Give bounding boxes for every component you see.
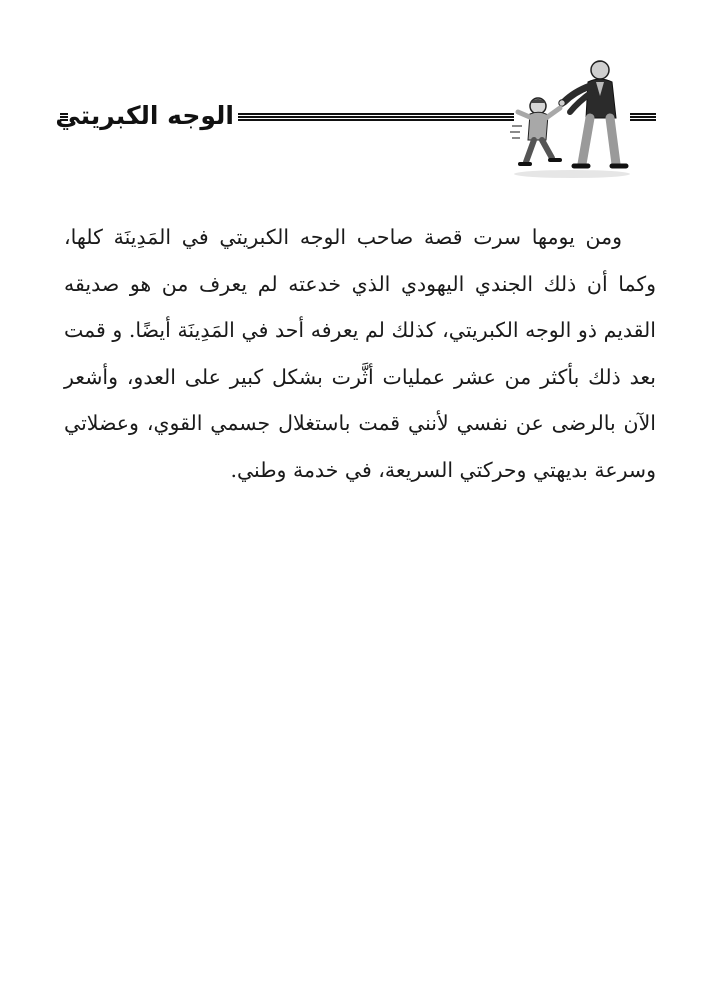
chapter-header — [0, 0, 720, 190]
man-and-running-child-icon — [508, 52, 638, 180]
story-paragraph: ومن يومها سرت قصة صاحب الوجه الكبريتي في المَدِينَة كلها، وكما أن ذلك الجندي اليهودي الذي خدعته لم يعرف من هو صديقه القديم ذو الوجه الكبريتي، كذلك لم يعرفه أحد في المَدِينَة أيضًا. و قمت بعد ذلك بأكثر من عشر عمليات أثَّرت بشكل كبير على العدو، وأشعر الآن بالرضى عن نفسي لأنني قمت باستغلال جسمي القوي، وعضلاتي وسرعة بديهتي وحركتي السريعة، في خدمة وطني. — [64, 225, 656, 482]
story-text — [64, 214, 656, 493]
header-rule-middle — [238, 113, 514, 121]
header-rule-right — [630, 113, 656, 121]
chapter-title: الوجه الكبريتي — [55, 101, 234, 130]
